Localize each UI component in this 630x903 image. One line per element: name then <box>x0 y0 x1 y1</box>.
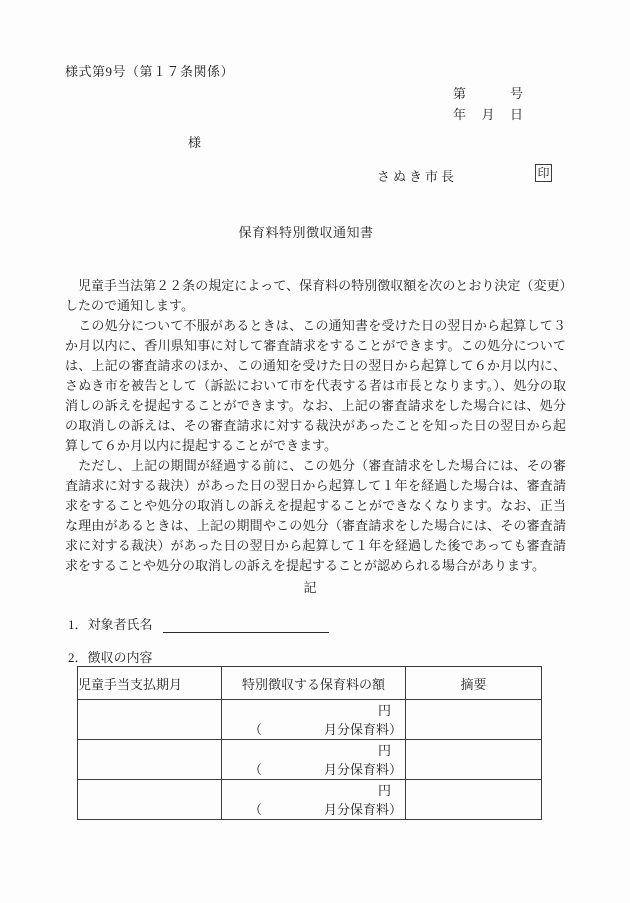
seal-mark: 印 <box>535 164 552 182</box>
date-month-label: 月 <box>481 107 495 122</box>
month-fee-label: 月分保育料） <box>323 761 402 777</box>
item1-label: 1．対象者氏名 <box>68 617 153 632</box>
item-collection-details: 2．徴収の内容 <box>68 650 153 665</box>
date-day-label: 日 <box>509 107 523 122</box>
month-fee-label: 月分保育料） <box>323 721 402 737</box>
period-cell <box>78 740 222 780</box>
remarks-cell <box>406 700 542 740</box>
sender-name: さぬき市長 <box>377 169 458 184</box>
month-fee-label: 月分保育料） <box>323 801 402 817</box>
amount-cell <box>222 700 406 740</box>
table-header-row <box>78 667 542 700</box>
remarks-cell <box>406 780 542 820</box>
ki-marker: 記 <box>303 580 317 595</box>
name-fill-line <box>163 618 329 633</box>
item-target-name <box>68 614 329 633</box>
amount-unit-label: 円 <box>377 742 391 758</box>
table-row <box>78 780 542 820</box>
amount-cell <box>222 780 406 820</box>
remarks-cell <box>406 740 542 780</box>
table-row <box>78 700 542 740</box>
header-payment-period: 児童手当支払期月 <box>78 667 222 700</box>
date-line <box>453 104 523 123</box>
paren-open: （ <box>249 761 263 777</box>
date-year-label: 年 <box>453 107 467 122</box>
addressee-honorific: 様 <box>188 135 202 150</box>
paren-open: （ <box>249 801 263 817</box>
paragraph-notification: 児童手当法第２２条の規定によって、保育料の特別徴収額を次のとおり決定（変更）したので通知します。 <box>65 278 566 313</box>
header-remarks: 摘要 <box>406 667 542 700</box>
header-collection-amount: 特別徴収する保育料の額 <box>222 667 406 700</box>
doc-number-suffix: 号 <box>509 86 523 101</box>
paragraph-appeal-rights: この処分について不服があるときは、この通知書を受けた日の翌日から起算して３か月以内に、香川県知事に対して審査請求をすることができます。この処分については、上記の審査請求のほか、この通知を受けた日の翌日から起算して６か月以内に、さぬき市を被告として（訴訟において市を代表する者は市長となります。）、処分の取消しの訴えを提起することができます。なお、上記の審査請求をした場合には、処分の取消しの訴えは、その審査請求に対する裁決があったことを知った日の翌日から起算して６か月以内に提起することができます。 <box>65 318 566 453</box>
paragraph-deadline-exception: ただし、上記の期間が経過する前に、この処分（審査請求をした場合には、その審査請求に対する裁決）があった日の翌日から起算して１年を経過した場合は、審査請求をすることや処分の取消しの訴えを提起することができなくなります。なお、正当な理由があるときは、上記の期間やこの処分（審査請求をした場合には、その審査請求に対する裁決）があった日の翌日から起算して１年を経過した後であっても審査請求をすることや処分の取消しの訴えを提起することが認められる場合があります。 <box>65 458 566 573</box>
paren-open: （ <box>249 721 263 737</box>
form-number: 様式第9号（第１７条関係） <box>65 64 235 79</box>
doc-number-prefix: 第 <box>453 86 467 101</box>
amount-month-line <box>222 720 405 739</box>
amount-unit-label: 円 <box>377 782 391 798</box>
collection-table <box>77 666 542 820</box>
amount-cell <box>222 740 406 780</box>
document-title: 保育料特別徴収通知書 <box>238 225 374 240</box>
body-text <box>65 276 566 576</box>
amount-month-line <box>222 800 405 819</box>
table-row <box>78 740 542 780</box>
document-number-line <box>453 83 523 102</box>
period-cell <box>78 780 222 820</box>
period-cell <box>78 700 222 740</box>
amount-month-line <box>222 760 405 779</box>
amount-unit-label: 円 <box>377 702 391 718</box>
